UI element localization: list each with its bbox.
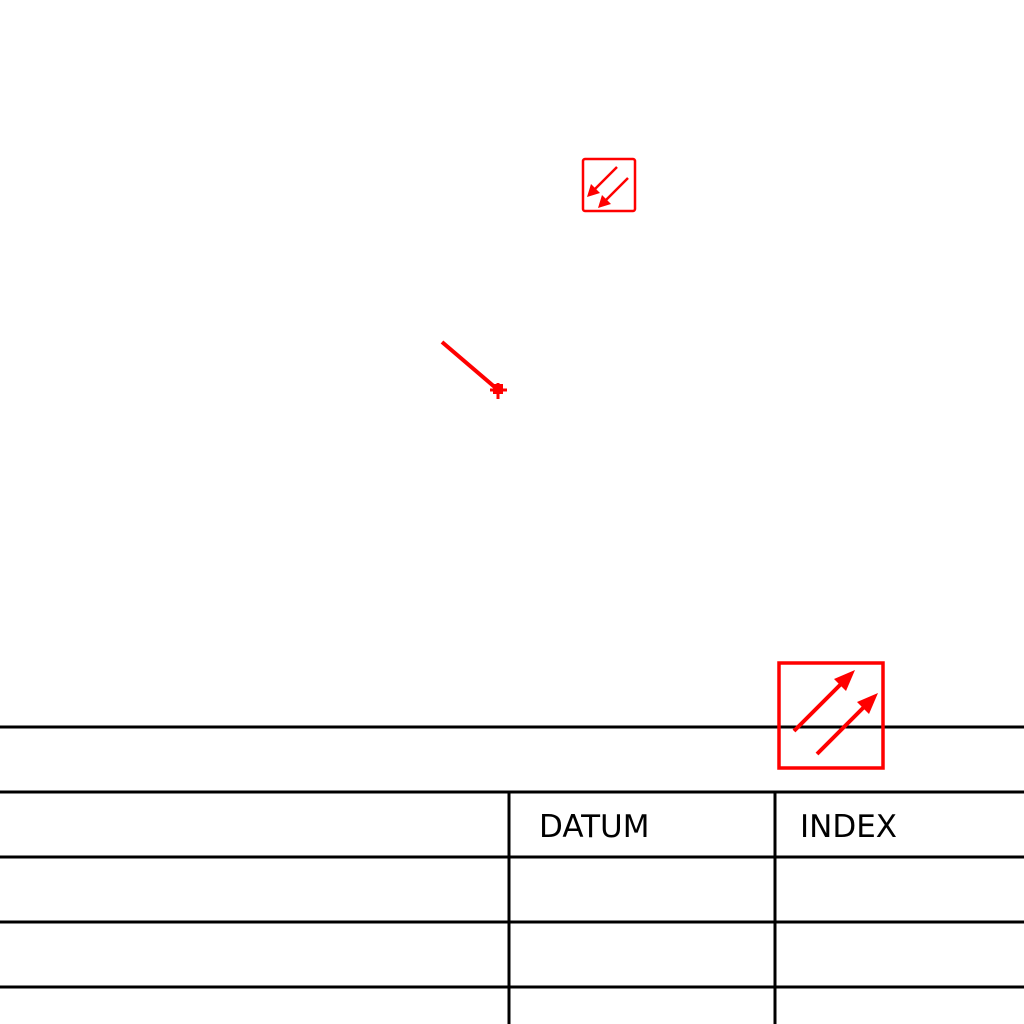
column-header-index: INDEX [800,809,898,845]
column-header-datum: DATUM [539,809,650,845]
move-marker-small[interactable] [583,159,635,211]
double-arrow-down-left-icon [587,167,628,208]
diagonal-pointer-icon [442,342,507,399]
double-arrow-up-right-icon [794,670,878,754]
move-marker-large[interactable] [779,663,883,768]
move-marker-large-frame [779,663,883,768]
revision-table [0,792,1024,1024]
